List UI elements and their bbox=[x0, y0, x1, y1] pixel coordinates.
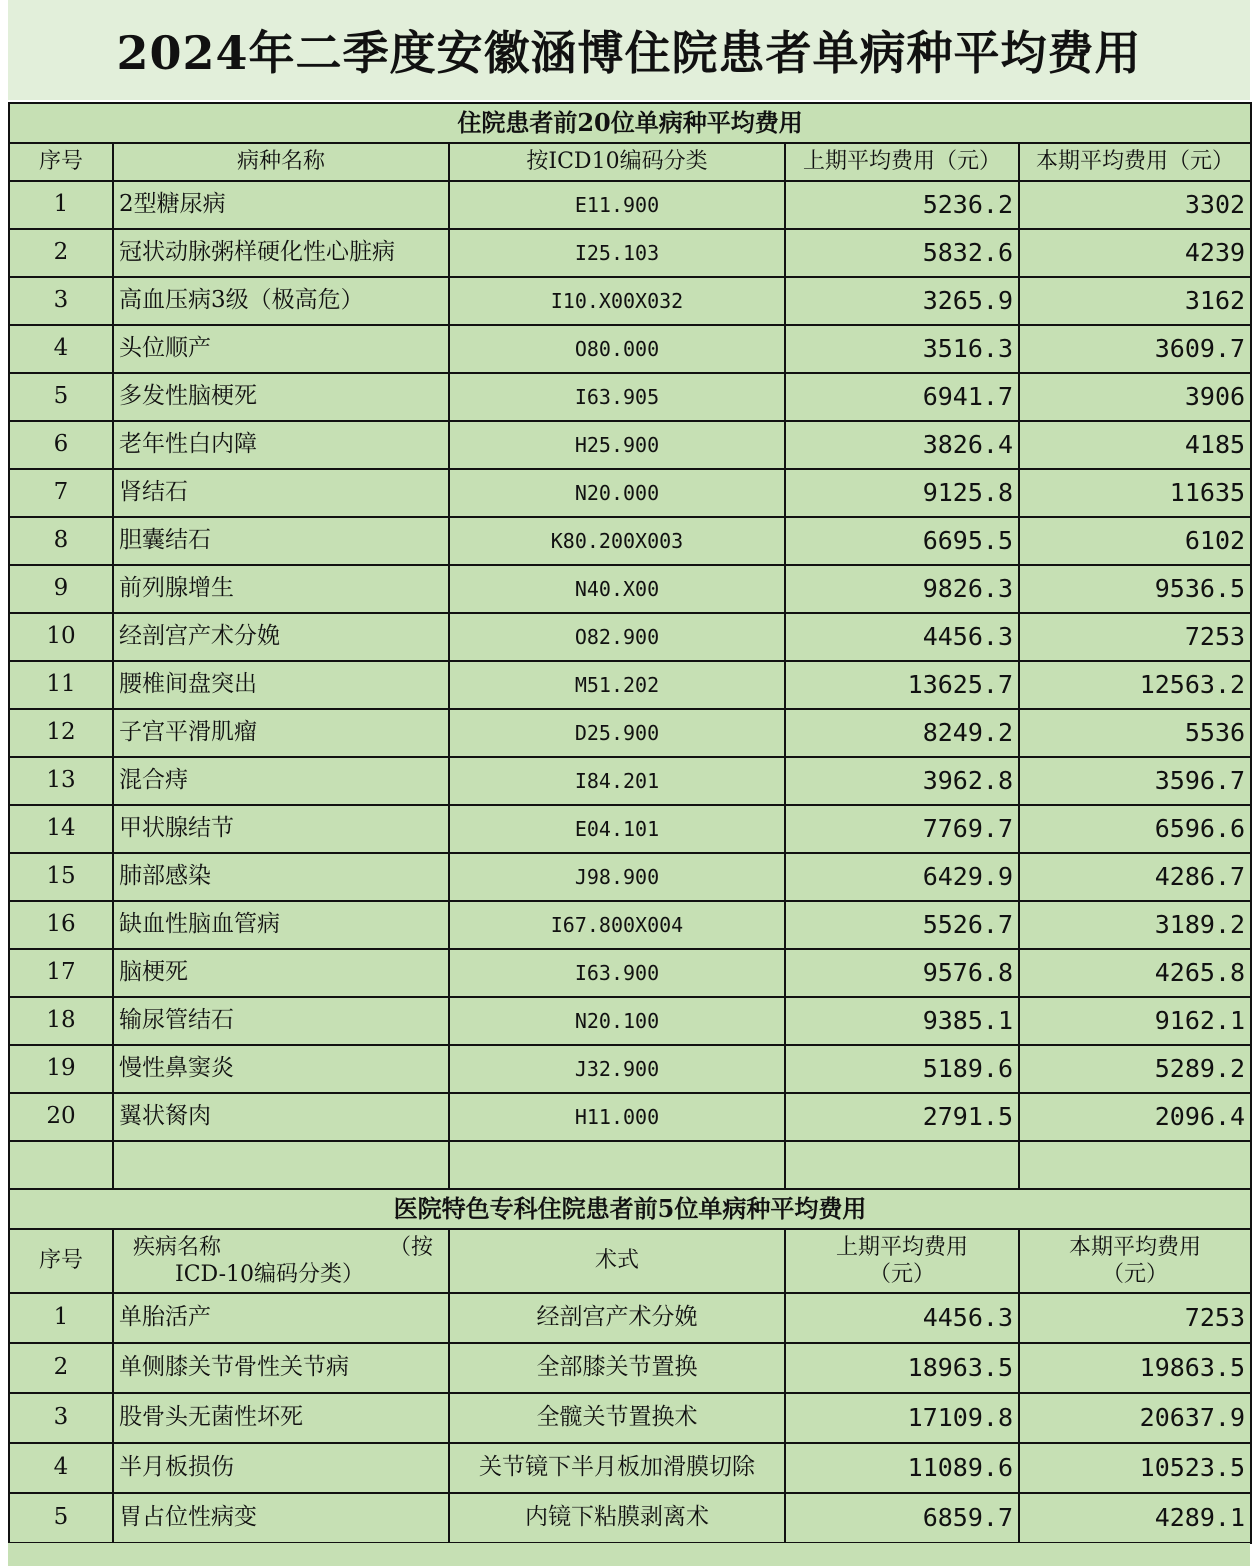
curr-cost: 10523.5 bbox=[1019, 1443, 1251, 1493]
row-index: 14 bbox=[9, 805, 113, 853]
header-index: 序号 bbox=[9, 143, 113, 181]
prev-cost: 5236.2 bbox=[785, 181, 1019, 229]
footer-strip bbox=[8, 1543, 1250, 1566]
disease-name: 子宫平滑肌瘤 bbox=[113, 709, 449, 757]
prev-cost: 6695.5 bbox=[785, 517, 1019, 565]
section-heading-row bbox=[9, 103, 1251, 143]
curr-cost: 2096.4 bbox=[1019, 1093, 1251, 1141]
empty-cell bbox=[449, 1141, 785, 1189]
header-disease-name: 病种名称 bbox=[113, 143, 449, 181]
header-name-line1: 疾病名称 bbox=[133, 1234, 222, 1260]
table-row bbox=[9, 373, 1251, 421]
icd-code: I25.103 bbox=[449, 229, 785, 277]
disease-name: 输尿管结石 bbox=[113, 997, 449, 1045]
disease-name: 冠状动脉粥样硬化性心脏病 bbox=[113, 229, 449, 277]
icd-code: O82.900 bbox=[449, 613, 785, 661]
curr-cost: 11635 bbox=[1019, 469, 1251, 517]
table-row bbox=[9, 853, 1251, 901]
procedure: 内镜下粘膜剥离术 bbox=[449, 1493, 785, 1543]
empty-cell bbox=[785, 1141, 1019, 1189]
prev-cost: 2791.5 bbox=[785, 1093, 1019, 1141]
table-row bbox=[9, 949, 1251, 997]
disease-name: 肾结石 bbox=[113, 469, 449, 517]
row-index: 3 bbox=[9, 277, 113, 325]
icd-code: H25.900 bbox=[449, 421, 785, 469]
prev-cost: 9125.8 bbox=[785, 469, 1019, 517]
empty-cell bbox=[113, 1141, 449, 1189]
disease-name: 慢性鼻窦炎 bbox=[113, 1045, 449, 1093]
row-index: 5 bbox=[9, 373, 113, 421]
row-index: 8 bbox=[9, 517, 113, 565]
curr-cost: 3189.2 bbox=[1019, 901, 1251, 949]
prev-cost: 5832.6 bbox=[785, 229, 1019, 277]
prev-cost: 5189.6 bbox=[785, 1045, 1019, 1093]
header-curr-line1: 本期平均费用 bbox=[1069, 1234, 1202, 1260]
row-index: 13 bbox=[9, 757, 113, 805]
disease-name: 高血压病3级（极高危） bbox=[113, 277, 449, 325]
disease-name: 老年性白内障 bbox=[113, 421, 449, 469]
prev-cost: 9826.3 bbox=[785, 565, 1019, 613]
table-row bbox=[9, 469, 1251, 517]
table-row bbox=[9, 1293, 1251, 1343]
header-prev-line2: （元） bbox=[868, 1262, 935, 1287]
header-disease-name bbox=[113, 1229, 449, 1293]
row-index: 19 bbox=[9, 1045, 113, 1093]
table-row bbox=[9, 229, 1251, 277]
header-name-line2: ICD-10编码分类） bbox=[175, 1262, 364, 1287]
icd-code: I67.800X004 bbox=[449, 901, 785, 949]
disease-name: 肺部感染 bbox=[113, 853, 449, 901]
empty-cell bbox=[1019, 1141, 1251, 1189]
icd-code: I63.905 bbox=[449, 373, 785, 421]
curr-cost: 7253 bbox=[1019, 1293, 1251, 1343]
disease-name: 翼状胬肉 bbox=[113, 1093, 449, 1141]
disease-name: 股骨头无菌性坏死 bbox=[113, 1393, 449, 1443]
curr-cost: 9162.1 bbox=[1019, 997, 1251, 1045]
row-index: 12 bbox=[9, 709, 113, 757]
table-row bbox=[9, 565, 1251, 613]
curr-cost: 4185 bbox=[1019, 421, 1251, 469]
row-index: 7 bbox=[9, 469, 113, 517]
curr-cost: 12563.2 bbox=[1019, 661, 1251, 709]
header-prev-cost bbox=[785, 1229, 1019, 1293]
prev-cost: 17109.8 bbox=[785, 1393, 1019, 1443]
prev-cost: 5526.7 bbox=[785, 901, 1019, 949]
disease-name: 半月板损伤 bbox=[113, 1443, 449, 1493]
section-heading: 住院患者前20位单病种平均费用 bbox=[9, 103, 1251, 143]
table-row bbox=[9, 1343, 1251, 1393]
procedure: 关节镜下半月板加滑膜切除 bbox=[449, 1443, 785, 1493]
row-index: 3 bbox=[9, 1393, 113, 1443]
header-icd-code: 按ICD10编码分类 bbox=[449, 143, 785, 181]
prev-cost: 3265.9 bbox=[785, 277, 1019, 325]
table-row bbox=[9, 1045, 1251, 1093]
row-index: 11 bbox=[9, 661, 113, 709]
prev-cost: 6429.9 bbox=[785, 853, 1019, 901]
table-row bbox=[9, 325, 1251, 373]
empty-cell bbox=[9, 1141, 113, 1189]
curr-cost: 4239 bbox=[1019, 229, 1251, 277]
row-index: 5 bbox=[9, 1493, 113, 1543]
row-index: 17 bbox=[9, 949, 113, 997]
section-heading-row bbox=[9, 1189, 1251, 1229]
prev-cost: 9385.1 bbox=[785, 997, 1019, 1045]
icd-code: J32.900 bbox=[449, 1045, 785, 1093]
row-index: 20 bbox=[9, 1093, 113, 1141]
top20-cost-table bbox=[8, 102, 1252, 1190]
page-title: 2024年二季度安徽涵博住院患者单病种平均费用 bbox=[8, 0, 1250, 100]
icd-code: M51.202 bbox=[449, 661, 785, 709]
disease-name: 腰椎间盘突出 bbox=[113, 661, 449, 709]
row-index: 16 bbox=[9, 901, 113, 949]
table-row bbox=[9, 1493, 1251, 1543]
row-index: 4 bbox=[9, 1443, 113, 1493]
curr-cost: 5289.2 bbox=[1019, 1045, 1251, 1093]
curr-cost: 3302 bbox=[1019, 181, 1251, 229]
curr-cost: 7253 bbox=[1019, 613, 1251, 661]
row-index: 6 bbox=[9, 421, 113, 469]
prev-cost: 7769.7 bbox=[785, 805, 1019, 853]
header-row bbox=[9, 1229, 1251, 1293]
prev-cost: 3962.8 bbox=[785, 757, 1019, 805]
empty-row bbox=[9, 1141, 1251, 1189]
disease-name: 胃占位性病变 bbox=[113, 1493, 449, 1543]
disease-name: 前列腺增生 bbox=[113, 565, 449, 613]
icd-code: N20.100 bbox=[449, 997, 785, 1045]
table-row bbox=[9, 613, 1251, 661]
table-row bbox=[9, 901, 1251, 949]
icd-code: O80.000 bbox=[449, 325, 785, 373]
disease-name: 脑梗死 bbox=[113, 949, 449, 997]
prev-cost: 18963.5 bbox=[785, 1343, 1019, 1393]
header-index: 序号 bbox=[9, 1229, 113, 1293]
row-index: 1 bbox=[9, 181, 113, 229]
row-index: 4 bbox=[9, 325, 113, 373]
curr-cost: 5536 bbox=[1019, 709, 1251, 757]
icd-code: K80.200X003 bbox=[449, 517, 785, 565]
curr-cost: 19863.5 bbox=[1019, 1343, 1251, 1393]
disease-name: 胆囊结石 bbox=[113, 517, 449, 565]
icd-code: H11.000 bbox=[449, 1093, 785, 1141]
header-curr-line2: （元） bbox=[1102, 1262, 1169, 1287]
table-row bbox=[9, 421, 1251, 469]
row-index: 9 bbox=[9, 565, 113, 613]
table-row bbox=[9, 1443, 1251, 1493]
table-row bbox=[9, 181, 1251, 229]
header-prev-cost: 上期平均费用（元） bbox=[785, 143, 1019, 181]
prev-cost: 6941.7 bbox=[785, 373, 1019, 421]
curr-cost: 3596.7 bbox=[1019, 757, 1251, 805]
icd-code: N20.000 bbox=[449, 469, 785, 517]
prev-cost: 4456.3 bbox=[785, 1293, 1019, 1343]
curr-cost: 6596.6 bbox=[1019, 805, 1251, 853]
disease-name: 混合痔 bbox=[113, 757, 449, 805]
prev-cost: 13625.7 bbox=[785, 661, 1019, 709]
prev-cost: 3516.3 bbox=[785, 325, 1019, 373]
header-procedure: 术式 bbox=[449, 1229, 785, 1293]
curr-cost: 20637.9 bbox=[1019, 1393, 1251, 1443]
prev-cost: 8249.2 bbox=[785, 709, 1019, 757]
procedure: 全髋关节置换术 bbox=[449, 1393, 785, 1443]
icd-code: E04.101 bbox=[449, 805, 785, 853]
row-index: 1 bbox=[9, 1293, 113, 1343]
table-row bbox=[9, 277, 1251, 325]
table-row bbox=[9, 709, 1251, 757]
icd-code: J98.900 bbox=[449, 853, 785, 901]
row-index: 15 bbox=[9, 853, 113, 901]
procedure: 全部膝关节置换 bbox=[449, 1343, 785, 1393]
row-index: 10 bbox=[9, 613, 113, 661]
icd-code: N40.X00 bbox=[449, 565, 785, 613]
table-row bbox=[9, 661, 1251, 709]
icd-code: D25.900 bbox=[449, 709, 785, 757]
table-row bbox=[9, 805, 1251, 853]
table-row bbox=[9, 1093, 1251, 1141]
disease-name: 多发性脑梗死 bbox=[113, 373, 449, 421]
disease-name: 甲状腺结节 bbox=[113, 805, 449, 853]
header-prev-line1: 上期平均费用 bbox=[835, 1234, 968, 1260]
section-heading: 医院特色专科住院患者前5位单病种平均费用 bbox=[9, 1189, 1251, 1229]
header-curr-cost bbox=[1019, 1229, 1251, 1293]
disease-name: 单侧膝关节骨性关节病 bbox=[113, 1343, 449, 1393]
prev-cost: 3826.4 bbox=[785, 421, 1019, 469]
disease-name: 经剖宫产术分娩 bbox=[113, 613, 449, 661]
curr-cost: 4289.1 bbox=[1019, 1493, 1251, 1543]
prev-cost: 6859.7 bbox=[785, 1493, 1019, 1543]
curr-cost: 4286.7 bbox=[1019, 853, 1251, 901]
table-row bbox=[9, 1393, 1251, 1443]
curr-cost: 6102 bbox=[1019, 517, 1251, 565]
curr-cost: 3906 bbox=[1019, 373, 1251, 421]
icd-code: I84.201 bbox=[449, 757, 785, 805]
prev-cost: 11089.6 bbox=[785, 1443, 1019, 1493]
table-row bbox=[9, 757, 1251, 805]
header-name-line1b: （按 bbox=[388, 1234, 433, 1260]
prev-cost: 9576.8 bbox=[785, 949, 1019, 997]
curr-cost: 3162 bbox=[1019, 277, 1251, 325]
table-row bbox=[9, 997, 1251, 1045]
row-index: 2 bbox=[9, 229, 113, 277]
disease-name: 单胎活产 bbox=[113, 1293, 449, 1343]
curr-cost: 3609.7 bbox=[1019, 325, 1251, 373]
row-index: 2 bbox=[9, 1343, 113, 1393]
table-row bbox=[9, 517, 1251, 565]
curr-cost: 9536.5 bbox=[1019, 565, 1251, 613]
disease-name: 头位顺产 bbox=[113, 325, 449, 373]
specialty-top5-table bbox=[8, 1188, 1252, 1544]
disease-name: 缺血性脑血管病 bbox=[113, 901, 449, 949]
icd-code: E11.900 bbox=[449, 181, 785, 229]
curr-cost: 4265.8 bbox=[1019, 949, 1251, 997]
prev-cost: 4456.3 bbox=[785, 613, 1019, 661]
header-curr-cost: 本期平均费用（元） bbox=[1019, 143, 1251, 181]
icd-code: I10.X00X032 bbox=[449, 277, 785, 325]
row-index: 18 bbox=[9, 997, 113, 1045]
disease-name: 2型糖尿病 bbox=[113, 181, 449, 229]
procedure: 经剖宫产术分娩 bbox=[449, 1293, 785, 1343]
icd-code: I63.900 bbox=[449, 949, 785, 997]
header-row bbox=[9, 143, 1251, 181]
